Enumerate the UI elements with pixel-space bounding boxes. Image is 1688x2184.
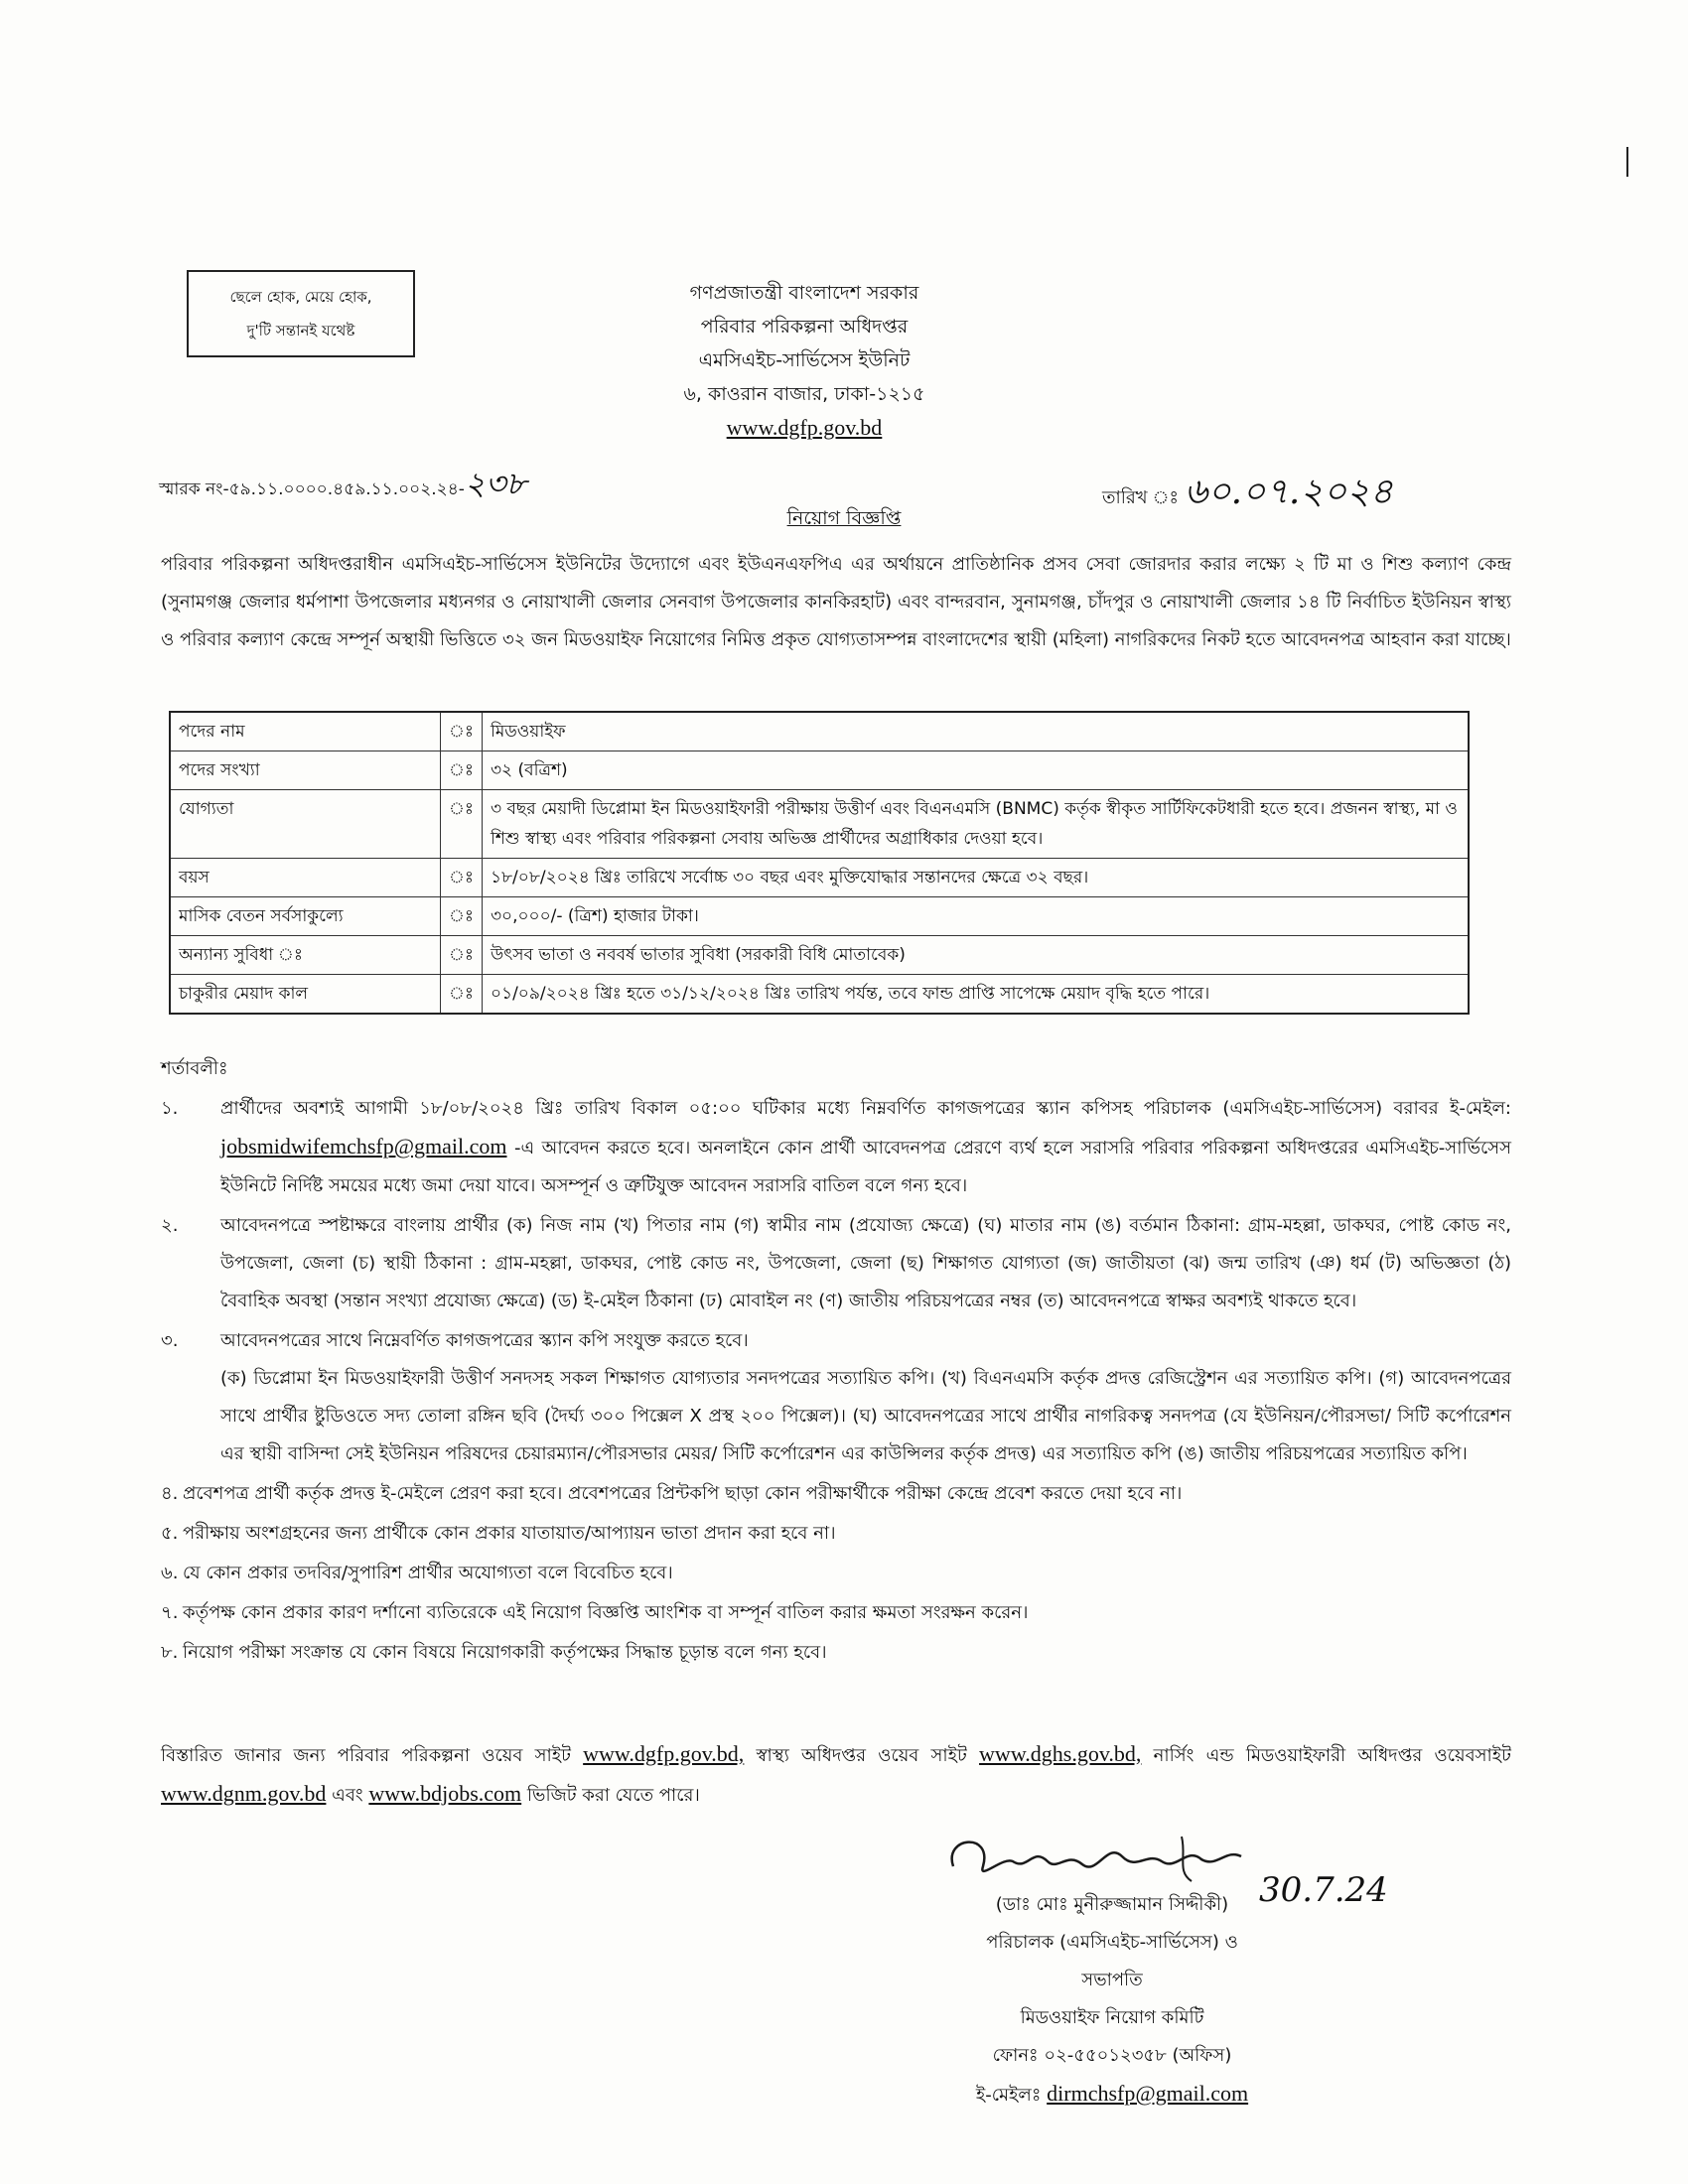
condition-item xyxy=(161,1090,1511,1205)
memo-printed: স্মারক নং-৫৯.১১.০০০০.৪৫৯.১১.০০২.২৪- xyxy=(159,479,465,499)
more-info-text: বিস্তারিত জানার জন্য পরিবার পরিকল্পনা ওয়েব সাইট xyxy=(161,1745,571,1766)
row-key: যোগ্যতা xyxy=(170,790,441,859)
more-info-text: ভিজিট করা যেতে পারে। xyxy=(526,1785,700,1806)
conditions-heading: শর্তাবলীঃ xyxy=(161,1058,228,1079)
condition-number: ৪. xyxy=(161,1483,179,1504)
signatory-email-link[interactable]: dirmchsfp@gmail.com xyxy=(1047,2081,1249,2106)
condition-heading: আবেদনপত্রের সাথে নিম্নেবর্ণিত কাগজপত্রের স্ক্যান কপি সংযুক্ত করতে হবে। xyxy=(220,1330,749,1351)
date-field xyxy=(1102,465,1393,524)
table-row xyxy=(170,712,1469,751)
slogan-box xyxy=(187,270,415,357)
row-sep: ঃ xyxy=(441,790,483,859)
letterhead xyxy=(596,276,1013,445)
row-key: পদের সংখ্যা xyxy=(170,751,441,790)
condition-number: ২. xyxy=(161,1215,179,1236)
row-value: ৩২ (বত্রিশ) xyxy=(482,751,1469,790)
row-sep: ঃ xyxy=(441,751,483,790)
signatory-email-line xyxy=(874,2075,1350,2115)
slogan-line-1: ছেলে হোক, মেয়ে হোক, xyxy=(229,288,372,306)
row-sep: ঃ xyxy=(441,936,483,975)
signature-block xyxy=(874,1886,1350,2115)
header-line-2: পরিবার পরিকল্পনা অধিদপ্তর xyxy=(700,316,909,338)
table-row xyxy=(170,751,1469,790)
email-label: ই-মেইলঃ xyxy=(975,2085,1042,2106)
header-line-1: গণপ্রজাতন্ত্রী বাংলাদেশ সরকার xyxy=(689,282,919,304)
condition-item xyxy=(161,1634,1511,1672)
row-sep: ঃ xyxy=(441,975,483,1015)
condition-text: আবেদনপত্রে স্পষ্টাক্ষরে বাংলায় প্রার্থীর (ক) নিজ নাম (খ) পিতার নাম (গ) স্বামীর নাম (প্রযোজ্য ক্ষেত্রে) (ঘ) মাতার নাম (ঙ) বর্তমান ঠিকানা: গ্রাম-মহল্লা, ডাকঘর, পোষ্ট কোড নং, উপজেলা, জেলা (চ) স্থায়ী ঠিকানা : গ্রাম-মহল্লা, ডাকঘর, পোষ্ট কোড নং, উপজেলা, জেলা (ছ) শিক্ষাগত যোগ্যতা (জ) জাতীয়তা (ঝ) জন্ম তারিখ (ঞ) ধর্ম (ট) অভিজ্ঞতা (ঠ) বৈবাহিক অবস্থা (সন্তান সংখ্যা প্রযোজ্য ক্ষেত্রে) (ড) ই-মেইল ঠিকানা (ঢ) মোবাইল নং (ণ) জাতীয় পরিচয়পত্রের নম্বর (ত) আবেদনপত্রে স্বাক্ষর অবশ্যই থাকতে হবে। xyxy=(220,1215,1511,1311)
row-key: বয়স xyxy=(170,859,441,897)
dghs-link[interactable]: www.dghs.gov.bd, xyxy=(979,1741,1142,1766)
signatory-designation: পরিচালক (এমসিএইচ-সার্ভিসেস) ও xyxy=(986,1932,1238,1953)
handwritten-signature xyxy=(933,1827,1311,1886)
condition-item xyxy=(161,1594,1511,1632)
condition-number: ৭. xyxy=(161,1602,179,1623)
condition-text: নিয়োগ পরীক্ষা সংক্রান্ত যে কোন বিষয়ে নিয়োগকারী কর্তৃপক্ষের সিদ্ধান্ত চূড়ান্ত বলে গন্য হবে। xyxy=(183,1642,827,1663)
condition-number: ৬. xyxy=(161,1563,179,1583)
condition-text: প্রার্থীদের অবশ্যই আগামী ১৮/০৮/২০২৪ খ্রিঃ তারিখ বিকাল ০৫:০০ ঘটিকার মধ্যে নিম্নবর্ণিত কাগজপত্রের স্ক্যান কপিসহ পরিচালক (এমসিএইচ-সার্ভিসেস) বরাবর ই-মেইল: xyxy=(220,1098,1511,1119)
conditions-list xyxy=(161,1090,1511,1674)
condition-item xyxy=(161,1475,1511,1513)
row-key: চাকুরীর মেয়াদ কাল xyxy=(170,975,441,1015)
table-row xyxy=(170,897,1469,936)
table-row xyxy=(170,859,1469,897)
row-key: অন্যান্য সুবিধা ঃ xyxy=(170,936,441,975)
signature-date: 30.7.24 xyxy=(1259,1870,1388,1910)
more-info-text: নার্সিং এন্ড মিডওয়াইফারী অধিদপ্তর ওয়েবসাইট xyxy=(1153,1745,1511,1766)
condition-text: প্রবেশপত্র প্রার্থী কর্তৃক প্রদত্ত ই-মেইলে প্রেরণ করা হবে। প্রবেশপত্রের প্রিন্টকপি ছাড়া কোন পরীক্ষার্থীকে পরীক্ষা কেন্দ্রে প্রবেশ করতে দেয়া হবে না। xyxy=(183,1483,1183,1504)
table-row xyxy=(170,936,1469,975)
condition-number: ৫. xyxy=(161,1523,179,1544)
row-value: উৎসব ভাতা ও নববর্ষ ভাতার সুবিধা (সরকারী বিধি মোতাবেক) xyxy=(482,936,1469,975)
memo-handwritten: ২৩৮ xyxy=(464,465,527,502)
condition-item xyxy=(161,1515,1511,1553)
signatory-phone: ফোনঃ ০২-৫৫০১২৩৫৮ (অফিস) xyxy=(992,2045,1232,2066)
signatory-designation: সভাপতি xyxy=(1081,1970,1143,1990)
condition-number: ৩. xyxy=(161,1330,179,1351)
intro-paragraph: পরিবার পরিকল্পনা অধিদপ্তরাধীন এমসিএইচ-সার্ভিসেস ইউনিটের উদ্যোগে এবং ইউএনএফপিএ এর অর্থায়নে প্রাতিষ্ঠানিক প্রসব সেবা জোরদার করার লক্ষ্যে ২ টি মা ও শিশু কল্যাণ কেন্দ্র (সুনামগঞ্জ জেলার ধর্মপাশা উপজেলার মধ্যনগর ও নোয়াখালী জেলার সেনবাগ উপজেলার কানকিরহাট) এবং বান্দরবান, সুনামগঞ্জ, চাঁদপুর ও নোয়াখালী জেলার ১৪ টি নির্বাচিত ইউনিয়ন স্বাস্থ্য ও পরিবার কল্যাণ কেন্দ্রে সম্পূর্ন অস্থায়ী ভিত্তিতে ৩২ জন মিডওয়াইফ নিয়োগের নিমিত্ত প্রকৃত যোগ্যতাসম্পন্ন বাংলাদেশের স্থায়ী (মহিলা) নাগরিকদের নিকট হতে আবেদনপত্র আহবান করা যাচ্ছে। xyxy=(161,554,1511,650)
date-label: তারিখ ঃ xyxy=(1102,487,1180,508)
row-key: মাসিক বেতন সর্বসাকুল্যে xyxy=(170,897,441,936)
row-value: ৩০,০০০/- (ত্রিশ) হাজার টাকা। xyxy=(482,897,1469,936)
signatory-name: (ডাঃ মোঃ মুনীরুজ্জামান সিদ্দীকী) xyxy=(995,1894,1229,1915)
row-value: ০১/০৯/২০২৪ খ্রিঃ হতে ৩১/১২/২০২৪ খ্রিঃ তারিখ পর্যন্ত, তবে ফান্ড প্রাপ্তি সাপেক্ষে মেয়াদ বৃদ্ধি হতে পারে। xyxy=(482,975,1469,1015)
row-value: ১৮/০৮/২০২৪ খ্রিঃ তারিখে সর্বোচ্চ ৩০ বছর এবং মুক্তিযোদ্ধার সন্তানদের ক্ষেত্রে ৩২ বছর। xyxy=(482,859,1469,897)
bdjobs-link[interactable]: www.bdjobs.com xyxy=(368,1781,522,1806)
date-handwritten: ৬০.০৭.২০২৪ xyxy=(1184,472,1393,512)
table-row xyxy=(170,975,1469,1015)
row-sep: ঃ xyxy=(441,712,483,751)
header-address: ৬, কাওরান বাজার, ঢাকা-১২১৫ xyxy=(683,383,925,405)
scan-artifact-line xyxy=(1626,147,1628,177)
condition-text: -এ আবেদন করতে হবে। অনলাইনে কোন প্রার্থী আবেদনপত্র প্রেরণে ব্যর্থ হলে সরাসরি পরিবার পরিকল্পনা অধিদপ্তরের এমসিএইচ-সার্ভিসেস ইউনিটে নির্দিষ্ট সময়ের মধ্যে জমা দেয়া যাবে। অসম্পূর্ন ও ত্রুটিযুক্ত আবেদন সরাসরি বাতিল বলে গন্য হবে। xyxy=(220,1138,1511,1196)
dgfp-link[interactable]: www.dgfp.gov.bd, xyxy=(583,1741,745,1766)
condition-item xyxy=(161,1555,1511,1592)
notice-title: নিয়োগ বিজ্ঞপ্তি xyxy=(786,507,902,529)
header-website: www.dgfp.gov.bd xyxy=(726,415,883,440)
row-value: ৩ বছর মেয়াদী ডিপ্লোমা ইন মিডওয়াইফারী পরীক্ষায় উত্তীর্ণ এবং বিএনএমসি (BNMC) কর্তৃক স্বীকৃত সার্টিফিকেটধারী হতে হবে। প্রজনন স্বাস্থ্য, মা ও শিশু স্বাস্থ্য এবং পরিবার পরিকল্পনা সেবায় অভিজ্ঞ প্রার্থীদের অগ্রাধিকার দেওয়া হবে। xyxy=(482,790,1469,859)
condition-item xyxy=(161,1322,1511,1473)
condition-text: পরীক্ষায় অংশগ্রহনের জন্য প্রার্থীকে কোন প্রকার যাতায়াত/আপ্যায়ন ভাতা প্রদান করা হবে না। xyxy=(183,1523,836,1544)
row-key: পদের নাম xyxy=(170,712,441,751)
memo-number xyxy=(159,459,526,512)
signatory-designation: মিডওয়াইফ নিয়োগ কমিটি xyxy=(1020,2007,1204,2028)
more-info-text: স্বাস্থ্য অধিদপ্তর ওয়েব সাইট xyxy=(756,1745,967,1766)
dgnm-link[interactable]: www.dgnm.gov.bd xyxy=(161,1781,327,1806)
row-sep: ঃ xyxy=(441,897,483,936)
condition-number: ৮. xyxy=(161,1642,179,1663)
header-line-3: এমসিএইচ-সার্ভিসেস ইউনিট xyxy=(698,349,911,371)
condition-number: ১. xyxy=(161,1098,179,1119)
condition-text: যে কোন প্রকার তদবির/সুপারিশ প্রার্থীর অযোগ্যতা বলে বিবেচিত হবে। xyxy=(183,1563,673,1583)
row-value: মিডওয়াইফ xyxy=(482,712,1469,751)
condition-text: কর্তৃপক্ষ কোন প্রকার কারণ দর্শানো ব্যতিরেকে এই নিয়োগ বিজ্ঞপ্তি আংশিক বা সম্পূর্ন বাতিল করার ক্ষমতা সংরক্ষন করেন। xyxy=(183,1602,1029,1623)
application-email-link[interactable]: jobsmidwifemchsfp@gmail.com xyxy=(220,1134,507,1159)
condition-text: (ক) ডিপ্লোমা ইন মিডওয়াইফারী উত্তীর্ণ সনদসহ সকল শিক্ষাগত যোগ্যতার সনদপত্রের সত্যায়িত কপি। (খ) বিএনএমসি কর্তৃক প্রদত্ত রেজিস্ট্রেশন এর সত্যায়িত কপি। (গ) আবেদনপত্রের সাথে প্রার্থীর ষ্টুডিওতে সদ্য তোলা রঙ্গিন ছবি (দৈর্ঘ্য ৩০০ পিক্সেল X প্রস্থ ২০০ পিক্সেল)। (ঘ) আবেদনপত্রের সাথে প্রার্থীর নাগরিকত্ব সনদপত্র (যে ইউনিয়ন/পৌরসভা/ সিটি কর্পোরেশন এর স্থায়ী বাসিন্দা সেই ইউনিয়ন পরিষদের চেয়ারম্যান/পৌরসভার মেয়র/ সিটি কর্পোরেশন এর কাউন্সিলর কর্তৃক প্রদত্ত) এর সত্যায়িত কপি (ঙ) জাতীয় পরিচয়পত্রের সত্যায়িত কপি। xyxy=(220,1368,1511,1464)
slogan-line-2: দু'টি সন্তানই যথেষ্ট xyxy=(246,322,355,340)
post-info-table xyxy=(169,711,1470,1015)
more-info-paragraph xyxy=(161,1735,1511,1815)
row-sep: ঃ xyxy=(441,859,483,897)
table-row xyxy=(170,790,1469,859)
more-info-text: এবং xyxy=(332,1785,363,1806)
condition-item xyxy=(161,1207,1511,1320)
